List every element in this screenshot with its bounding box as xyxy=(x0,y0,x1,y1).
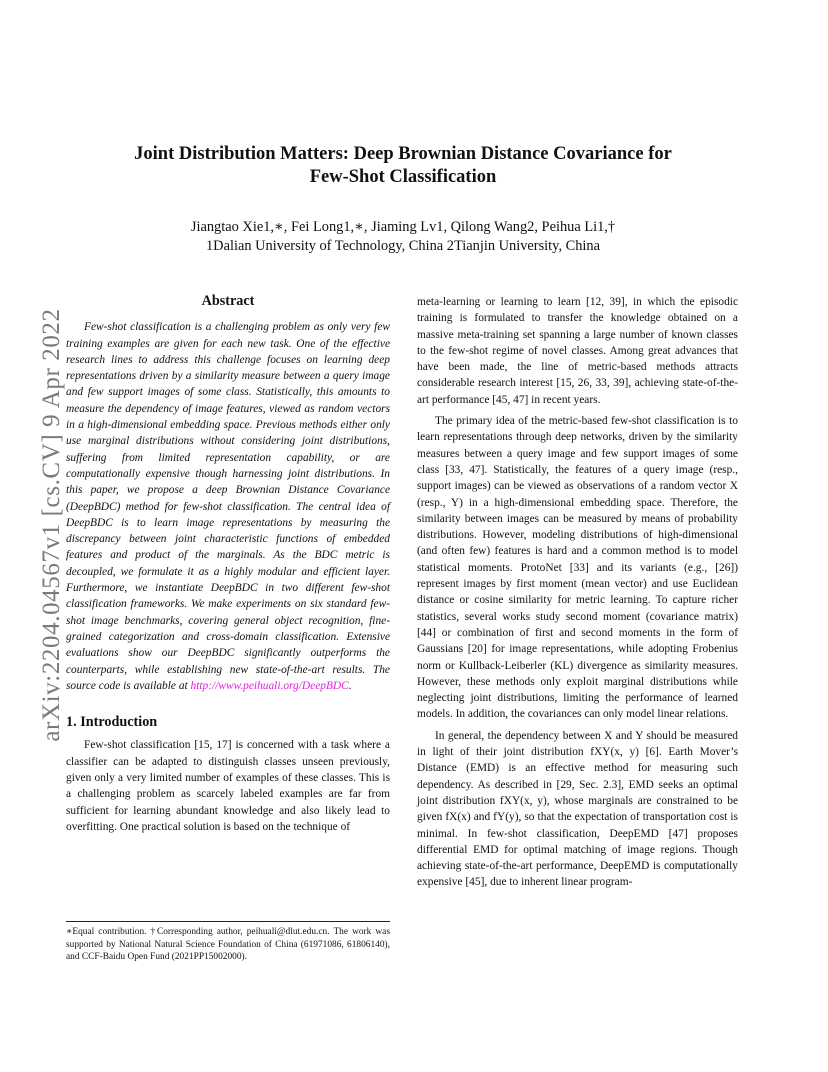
footnote-text: ∗Equal contribution. †Corresponding author, peihuali@dlut.edu.cn. The work was supported by National Natural Science Foundation of China (61971086, 61806140), and CCF-Baidu Open Fund (2021PP15002000). xyxy=(66,927,390,962)
paper-title-line2: Few-Shot Classification xyxy=(309,167,497,187)
abstract-paragraph: Few-shot classification is a challenging problem as only very few training examples are given for each new task. One of the effective research lines to address this challenge focuses on learning deep representations driven by a similarity measure between a query image and few support images of some class. Statistically, this amounts to measure the dependency of image features, viewed as random vectors in a high-dimensional embedding space. Previous methods either only use marginal distributions without considering joint distributions, suffering from limited representation capability, or are computationally expensive though harnessing joint distributions. In this paper, we propose a deep Brownian Distance Covariance (DeepBDC) method for few-shot classification. The central idea of DeepBDC is to learn image representations by measuring the discrepancy between joint characteristic functions of embedded features and product of the marginals. As the BDC metric is decoupled, we formulate it as a highly modular and efficient layer. Furthermore, we instantiate DeepBDC in two different few-shot classification frameworks. We make experiments on six standard few-shot image benchmarks, covering general object recognition, fine-grained categorization and cross-domain classification. Extensive evaluations show our DeepBDC significantly outperforms the counterparts, while establishing new state-of-the-art results. The source code is available at http://www.peihuali.org/DeepBDC. xyxy=(66,321,390,692)
author-list: Jiangtao Xie1,∗, Fei Long1,∗, Jiaming Lv1, Qilong Wang2, Peihua Li1,† xyxy=(190,219,616,235)
arxiv-stamp xyxy=(18,290,65,760)
arxiv-stamp-text: arXiv:2204.04567v1 [cs.CV] 9 Apr 2022 xyxy=(38,308,65,742)
affiliations: 1Dalian University of Technology, China 2Tianjin University, China xyxy=(205,238,601,254)
introduction-paragraph-1: Few-shot classification [15, 17] is concerned with a task where a classifier can be adapted to distinguish classes unseen previously, given only a very limited number of examples of these classes. This is a challenging problem as scarcely labeled examples are far from sufficient for learning abundant knowledge and also likely lead to overfitting. One practical solution is based on the technique of xyxy=(66,739,390,833)
introduction-heading: 1. Introduction xyxy=(66,714,158,731)
source-code-link[interactable]: http://www.peihuali.org/DeepBDC xyxy=(190,679,349,692)
left-column xyxy=(66,293,390,835)
right-paragraph-1: meta-learning or learning to learn [12, 39], in which the episodic training is formulated to transfer the knowledge obtained on a massive meta-training set spanning a large number of known classes to the few-shot regime of novel classes. Among great advances that have been made, the line of metric-based methods attracts considerable research interest [15, 26, 33, 39], achieving state-of-the-art performance [45, 47] in recent years. xyxy=(417,296,738,406)
right-column xyxy=(417,294,738,891)
right-paragraph-3: In general, the dependency between X and Y should be measured in light of their joint distribution fXY(x, y) [6]. Earth Mover’s Distance (EMD) is an effective method for measuring such dependency. As described in [29, Sec. 2.3], EMD seeks an optimal joint distribution fXY(x, y), whose marginals are constrained to be given fX(x) and fY(y), so that the expectation of transportation cost is minimal. In few-shot classification, DeepEMD [47] proposes differential EMD for optimal matching of image regions. Though achieving state-of-the-art performance, DeepEMD is computationally expensive [45], due to inherent linear program- xyxy=(417,729,738,889)
authors-block xyxy=(90,218,716,256)
paper-title xyxy=(90,143,716,189)
footnote xyxy=(66,921,390,964)
paper-title-line1: Joint Distribution Matters: Deep Brownian Distance Covariance for xyxy=(134,144,672,164)
abstract-text: Few-shot classification is a challenging problem as only very few training examples are given for each new task. One of the effective research lines to address this challenge focuses on learning deep representations driven by a similarity measure between a query image and few support images of some class. Statistically, this amounts to measure the dependency of image features, viewed as random vectors in a high-dimensional embedding space. Previous methods either only use marginal distributions without considering joint distributions, suffering from limited representation capability, or are computationally expensive though harnessing joint distributions. In this paper, we propose a deep Brownian Distance Covariance (DeepBDC) method for few-shot classification. The central idea of DeepBDC is to learn image representations by measuring the discrepancy between joint characteristic functions of embedded features and product of the marginals. As the BDC metric is decoupled, we formulate it as a highly modular and efficient layer. Furthermore, we instantiate DeepBDC in two different few-shot classification frameworks. We make experiments on six standard few-shot image benchmarks, covering general object recognition, fine-grained categorization and cross-domain classification. Extensive evaluations show our DeepBDC significantly outperforms the counterparts, while establishing new state-of-the-art results. The source code is available at xyxy=(66,321,390,692)
right-paragraph-2: The primary idea of the metric-based few-shot classification is to learn representations through deep networks, driven by the similarity measures between a query image and few support images of some class [33, 47]. Statistically, the features of a query image (resp., support images) can be viewed as observations of a random vector X (resp., Y) in a high-dimensional embedding space. Therefore, the similarity between images can be measured by means of probability distributions. However, modeling distributions of high-dimensional (and often few) features is hard and a common method is to model statistical moments. ProtoNet [33] and its variants (e.g., [26]) represent images by first moment (mean vector) and use Euclidean distance or cosine similarity for metric learning. To capture richer statistics, several works study second moment (covariance matrix) [44] or combination of first and second moments in the form of Gaussians [20] for image representations, while adopting Frobenius norm or Kullback-Leiberler (KL) divergence as similarity measures. However, these methods only exploit marginal distributions while neglecting joint distributions, limiting the performance of learned models. In addition, the covariances can only model linear relations. xyxy=(417,415,738,721)
abstract-heading: Abstract xyxy=(201,293,255,309)
